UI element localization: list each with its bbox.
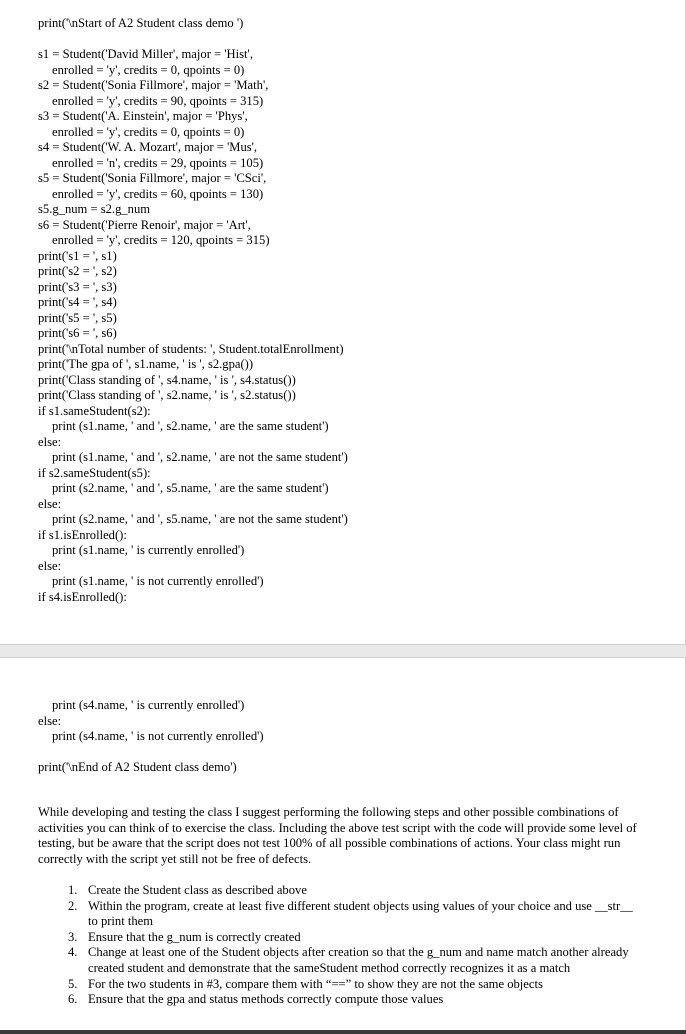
- step-text: Within the program, create at least five different student objects using values of your choice and use __str__ to print them: [88, 898, 633, 929]
- code-line: print (s4.name, ' is not currently enrolled'): [52, 729, 264, 743]
- step-text: Ensure that the g_num is correctly created: [88, 929, 301, 944]
- code-line: if s1.sameStudent(s2):: [38, 403, 151, 418]
- code-line: s1 = Student('David Miller', major = 'Hist',: [38, 47, 253, 61]
- code-line: print('s6 = ', s6): [38, 326, 117, 340]
- code-line: print (s1.name, ' is currently enrolled'): [52, 543, 245, 557]
- code-line: print('Class standing of ', s2.name, ' is ', s2.status()): [38, 388, 296, 402]
- code-line: s5 = Student('Sonia Fillmore', major = 'CSci',: [38, 171, 267, 185]
- code-line: [38, 745, 264, 761]
- instructions-paragraph: While developing and testing the class I suggest performing the following steps and other possible combinations of activities you can think of to exercise the class. Including the above test script with the code will provide some level of testing, but be aware that the script does not test 100% of all possible combinations of actions. Your class might run correctly with the script yet still not be free of defects.: [38, 805, 637, 866]
- document-page-2: [0, 658, 686, 1034]
- code-line: print('s1 = ', s1): [38, 248, 117, 263]
- code-line: enrolled = 'y', credits = 0, qpoints = 0): [52, 124, 245, 139]
- code-line: enrolled = 'y', credits = 120, qpoints = 315): [52, 233, 270, 247]
- code-line: print (s2.name, ' and ', s5.name, ' are the same student'): [52, 481, 329, 495]
- code-line: s2 = Student('Sonia Fillmore', major = 'Math',: [38, 78, 269, 92]
- code-line: print (s1.name, ' is not currently enrolled'): [52, 574, 264, 588]
- code-line: print('s2 = ', s2): [38, 264, 117, 278]
- code-line: else:: [38, 434, 62, 449]
- code-line: print('s4 = ', s4): [38, 295, 117, 309]
- step-text: Ensure that the gpa and status methods correctly compute those values: [88, 992, 444, 1007]
- code-listing-page-2: [38, 698, 264, 776]
- step-number: 3.: [68, 929, 78, 944]
- step-number: 5.: [68, 976, 78, 991]
- code-line: print (s1.name, ' and ', s2.name, ' are not the same student'): [52, 450, 348, 464]
- step-item: [68, 883, 638, 899]
- code-line: else:: [38, 558, 62, 573]
- step-number: 1.: [68, 883, 78, 897]
- code-line: s3 = Student('A. Einstein', major = 'Phys',: [38, 109, 248, 123]
- code-line: print('s5 = ', s5): [38, 310, 117, 325]
- step-text: Change at least one of the Student objects after creation so that the g_num and name match another already created student and demonstrate that the sameStudent method correctly recognizes it as a match: [88, 945, 629, 975]
- code-line: else:: [38, 713, 62, 728]
- step-number: 4.: [68, 945, 78, 960]
- page-separator: [0, 644, 686, 658]
- code-line: enrolled = 'y', credits = 90, qpoints = 315): [52, 93, 264, 108]
- steps-list: [68, 883, 638, 1008]
- code-line: if s4.isEnrolled():: [38, 589, 127, 604]
- code-line: print (s2.name, ' and ', s5.name, ' are not the same student'): [52, 512, 348, 526]
- code-line: s4 = Student('W. A. Mozart', major = 'Mus',: [38, 140, 258, 154]
- viewer-bottom-edge: [0, 1030, 686, 1034]
- code-line: print('\nStart of A2 Student class demo '): [38, 16, 244, 30]
- code-line: s5.g_num = s2.g_num: [38, 202, 151, 216]
- step-text: For the two students in #3, compare them with “==” to show they are not the same objects: [88, 976, 543, 991]
- code-line: print (s1.name, ' and ', s2.name, ' are the same student'): [52, 419, 329, 433]
- step-number: 2.: [68, 898, 78, 913]
- code-line: print('s3 = ', s3): [38, 279, 117, 294]
- code-line: enrolled = 'n', credits = 29, qpoints = 105): [52, 155, 264, 170]
- code-line: print('\nTotal number of students: ', Student.totalEnrollment): [38, 341, 344, 356]
- code-line: if s1.isEnrolled():: [38, 527, 127, 542]
- code-line: enrolled = 'y', credits = 60, qpoints = 130): [52, 186, 264, 201]
- step-item: [68, 930, 638, 946]
- code-line: s6 = Student('Pierre Renoir', major = 'Art',: [38, 217, 251, 232]
- step-item: [68, 899, 638, 930]
- code-line: print('Class standing of ', s4.name, ' is ', s4.status()): [38, 372, 296, 387]
- step-text: Create the Student class as described above: [88, 883, 307, 897]
- step-item: [68, 977, 638, 993]
- code-line: else:: [38, 496, 62, 511]
- code-line: enrolled = 'y', credits = 0, qpoints = 0): [52, 62, 245, 77]
- code-line: [38, 32, 348, 48]
- code-line: print('\nEnd of A2 Student class demo'): [38, 760, 237, 774]
- code-line: print (s4.name, ' is currently enrolled'): [52, 698, 245, 712]
- code-line: print('The gpa of ', s1.name, ' is ', s2.gpa()): [38, 357, 254, 371]
- code-listing-page-1: [38, 16, 348, 605]
- step-number: 6.: [68, 992, 78, 1007]
- code-line: if s2.sameStudent(s5):: [38, 465, 151, 480]
- step-item: [68, 945, 638, 976]
- step-item: [68, 992, 638, 1008]
